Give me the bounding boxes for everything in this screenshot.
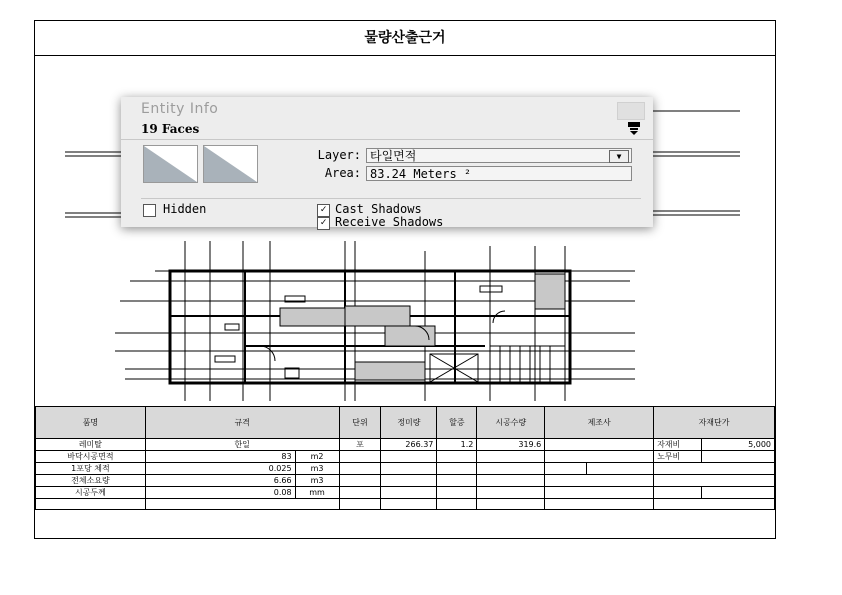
- cell-price-value: [702, 451, 775, 463]
- cell-maker-b: [587, 463, 654, 475]
- header-unit: 단위: [339, 407, 381, 439]
- cell-empty: [437, 499, 477, 510]
- header-net-qty: 정미량: [381, 407, 437, 439]
- close-button[interactable]: [617, 102, 645, 120]
- cell-net-qty: [381, 475, 437, 487]
- header-unit-price: 자재단가: [654, 407, 775, 439]
- cell-unit: [339, 487, 381, 499]
- cell-unit: [339, 463, 381, 475]
- pin-icon[interactable]: [627, 121, 641, 135]
- cell-empty: [654, 499, 775, 510]
- header-item: 품명: [36, 407, 146, 439]
- cell-spec-value: 0.08: [145, 487, 295, 499]
- entity-info-title: Entity Info: [141, 101, 219, 117]
- cell-maker: [545, 487, 654, 499]
- layer-select[interactable]: [366, 148, 632, 163]
- cell-unit: [339, 451, 381, 463]
- header-const-qty: 시공수량: [477, 407, 545, 439]
- back-material-swatch[interactable]: [203, 145, 258, 183]
- table-row: [36, 463, 775, 475]
- cell-const-qty: [477, 463, 545, 475]
- hidden-label: Hidden: [163, 202, 207, 216]
- material-swatch-icon: [144, 146, 197, 182]
- cell-net-qty: [381, 451, 437, 463]
- area-label: Area:: [324, 166, 361, 180]
- cell-item: 레미탈: [36, 439, 146, 451]
- plan-lines: [115, 241, 635, 401]
- cell-item: 전체소요량: [36, 475, 146, 487]
- cell-spec-value: 0.025: [145, 463, 295, 475]
- cell-price: [654, 463, 775, 475]
- cell-spec-unit: m3: [295, 463, 339, 475]
- cell-empty: [145, 499, 339, 510]
- table-header-row: [36, 407, 775, 439]
- cell-maker: [545, 475, 654, 487]
- cell-empty: [339, 499, 381, 510]
- area-field: [366, 166, 632, 181]
- quantity-table: [35, 406, 775, 510]
- layer-label: Layer:: [317, 148, 361, 162]
- cell-unit: [339, 475, 381, 487]
- cell-surcharge: [437, 463, 477, 475]
- cast-shadows-label: Cast Shadows: [335, 202, 422, 216]
- table-row: [36, 451, 775, 463]
- hidden-checkbox[interactable]: [143, 204, 156, 217]
- table-row: [36, 499, 775, 510]
- area-value: 83.24 Meters ²: [370, 167, 472, 181]
- cell-spec-value: 83: [145, 451, 295, 463]
- divider: [141, 198, 641, 199]
- cell-price-label: 노무비: [654, 451, 702, 463]
- cell-surcharge: [437, 475, 477, 487]
- table-row: [36, 439, 775, 451]
- cell-const-qty: 319.6: [477, 439, 545, 451]
- cell-spec-value: 6.66: [145, 475, 295, 487]
- cell-price-a: [654, 487, 702, 499]
- cell-item: 바닥시공면적: [36, 451, 146, 463]
- cell-surcharge: 1.2: [437, 439, 477, 451]
- cell-maker: [545, 451, 654, 463]
- cell-surcharge: [437, 451, 477, 463]
- cell-net-qty: [381, 463, 437, 475]
- cell-empty: [381, 499, 437, 510]
- front-material-swatch[interactable]: [143, 145, 198, 183]
- floor-plan-drawing: [35, 56, 775, 406]
- divider: [121, 139, 653, 140]
- selection-summary: 19 Faces: [141, 122, 200, 136]
- cell-item: 시공두께: [36, 487, 146, 499]
- layer-value: 타일면적: [370, 149, 417, 163]
- material-swatch-icon: [204, 146, 257, 182]
- chevron-down-icon[interactable]: ▼: [609, 150, 629, 163]
- cell-const-qty: [477, 451, 545, 463]
- table-row: [36, 475, 775, 487]
- cell-price-b: [702, 487, 775, 499]
- cell-empty: [477, 499, 545, 510]
- cell-item: 1포당 체적: [36, 463, 146, 475]
- cell-spec-unit: m3: [295, 475, 339, 487]
- table-row: [36, 487, 775, 499]
- cell-const-qty: [477, 487, 545, 499]
- header-maker: 제조사: [545, 407, 654, 439]
- header-surcharge: 할증: [437, 407, 477, 439]
- cast-shadows-checkbox[interactable]: ✓: [317, 204, 330, 217]
- cell-empty: [545, 499, 654, 510]
- receive-shadows-label: Receive Shadows: [335, 215, 444, 229]
- cell-price: [654, 475, 775, 487]
- cell-spec-unit: mm: [295, 487, 339, 499]
- cell-spec-unit: m2: [295, 451, 339, 463]
- header-spec: 규격: [145, 407, 339, 439]
- estimate-sheet: [34, 20, 776, 539]
- entity-info-panel: [121, 97, 653, 227]
- cell-price-label: 자재비: [654, 439, 702, 451]
- cell-empty: [36, 499, 146, 510]
- cell-maker-a: [545, 463, 587, 475]
- cell-price-value: 5,000: [702, 439, 775, 451]
- cell-net-qty: [381, 487, 437, 499]
- cell-unit: 포: [339, 439, 381, 451]
- page-title: 물량산출근거: [35, 21, 775, 56]
- cell-net-qty: 266.37: [381, 439, 437, 451]
- cell-surcharge: [437, 487, 477, 499]
- cell-maker: [545, 439, 654, 451]
- receive-shadows-checkbox[interactable]: ✓: [317, 217, 330, 230]
- cell-const-qty: [477, 475, 545, 487]
- cell-spec: 한일: [145, 439, 339, 451]
